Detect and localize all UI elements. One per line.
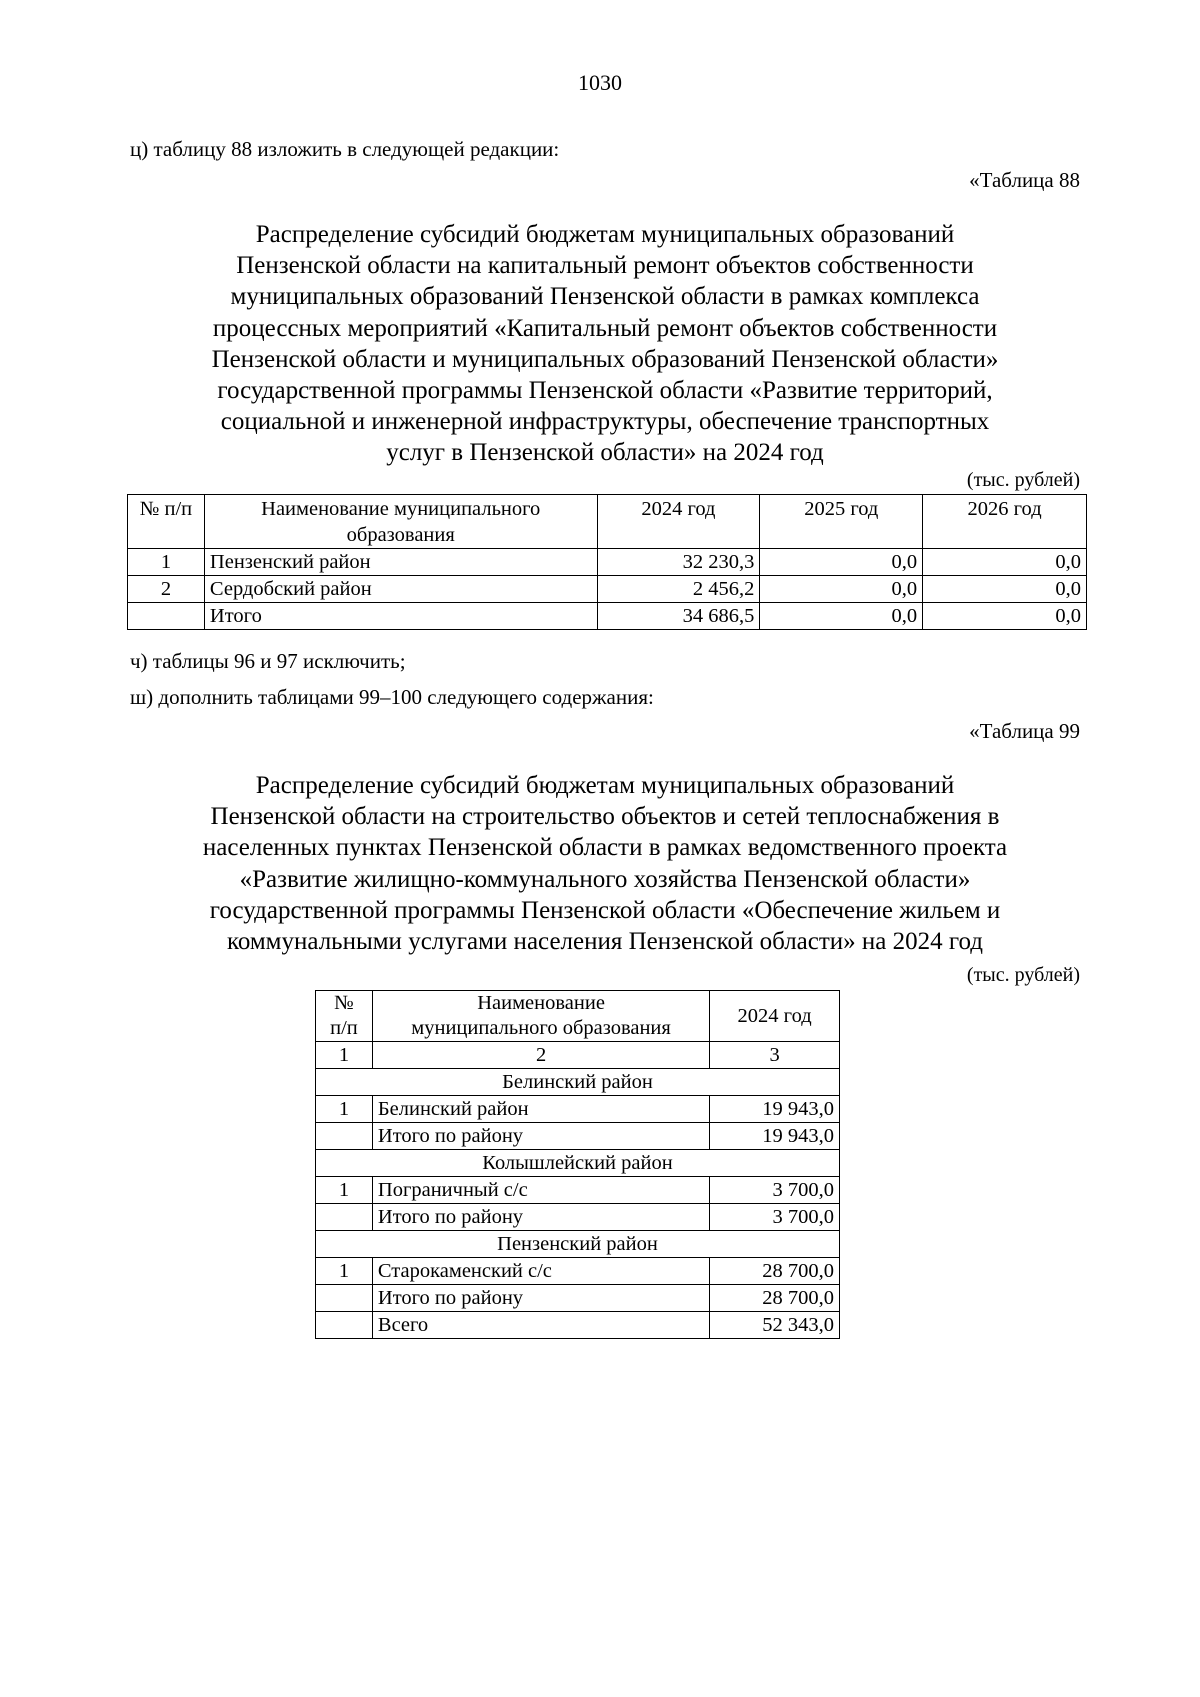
row-name: Всего <box>372 1312 709 1339</box>
col-number: 2 <box>372 1042 709 1069</box>
row-value: 3 700,0 <box>710 1177 840 1204</box>
row-name: Пензенский район <box>204 549 597 576</box>
table-header-row <box>316 991 840 1042</box>
header-name <box>204 495 597 549</box>
row-num <box>316 1123 373 1150</box>
heading-line: Распределение субсидий бюджетам муниципальных образований <box>255 221 955 248</box>
row-2024: 32 230,3 <box>597 549 760 576</box>
table-99-label: «Таблица 99 <box>969 719 1080 743</box>
row-num: 1 <box>128 549 205 576</box>
row-num: 1 <box>316 1096 373 1123</box>
header-num-line1: № <box>334 992 354 1014</box>
table-row <box>316 1096 840 1123</box>
header-2025: 2025 год <box>760 495 923 549</box>
row-name: Итого по району <box>372 1123 709 1150</box>
table-88 <box>127 494 1087 630</box>
row-value: 28 700,0 <box>710 1258 840 1285</box>
row-name: Итого <box>204 603 597 630</box>
row-name: Итого по району <box>372 1204 709 1231</box>
row-num <box>128 603 205 630</box>
col-number: 1 <box>316 1042 373 1069</box>
row-2025: 0,0 <box>760 603 923 630</box>
page-number: 1030 <box>578 70 622 95</box>
row-2025: 0,0 <box>760 549 923 576</box>
row-num <box>316 1285 373 1312</box>
table-row <box>316 1258 840 1285</box>
table-99-heading <box>130 770 1080 957</box>
table-row <box>128 549 1087 576</box>
table-88-label: «Таблица 88 <box>969 168 1080 192</box>
column-number-row <box>316 1042 840 1069</box>
district-name: Белинский район <box>316 1069 840 1096</box>
row-value: 3 700,0 <box>710 1204 840 1231</box>
subtotal-row <box>316 1123 840 1150</box>
row-name: Сердобский район <box>204 576 597 603</box>
header-name-line1: Наименование муниципального <box>261 498 541 520</box>
row-name: Итого по району <box>372 1285 709 1312</box>
row-value: 28 700,0 <box>710 1285 840 1312</box>
header-2024: 2024 год <box>710 991 840 1042</box>
table-row <box>128 576 1087 603</box>
district-row <box>316 1069 840 1096</box>
row-value: 19 943,0 <box>710 1123 840 1150</box>
table-99-units: (тыс. рублей) <box>966 964 1080 986</box>
row-2026: 0,0 <box>923 603 1087 630</box>
row-num <box>316 1204 373 1231</box>
heading-line: услуг в Пензенской области» на 2024 год <box>386 439 824 467</box>
row-2024: 34 686,5 <box>597 603 760 630</box>
table-row <box>316 1177 840 1204</box>
row-num: 1 <box>316 1177 373 1204</box>
heading-line: коммунальными услугами населения Пензенской области» на 2024 год <box>226 928 984 956</box>
heading-line: населенных пунктах Пензенской области в рамках ведомственного проекта <box>202 834 1008 862</box>
amendment-c-text: ц) таблицу 88 изложить в следующей редакции: <box>130 137 560 161</box>
district-name: Пензенский район <box>316 1231 840 1258</box>
row-name: Белинский район <box>372 1096 709 1123</box>
header-2026: 2026 год <box>923 495 1087 549</box>
header-name-line1: Наименование <box>477 992 605 1014</box>
heading-line: Пензенской области и муниципальных образований Пензенской области» <box>211 345 999 373</box>
heading-line: процессных мероприятий «Капитальный ремонт объектов собственности <box>212 314 998 342</box>
header-name-line2: образования <box>346 524 455 546</box>
row-value: 19 943,0 <box>710 1096 840 1123</box>
col-number: 3 <box>710 1042 840 1069</box>
row-2026: 0,0 <box>923 549 1087 576</box>
heading-line: Распределение субсидий бюджетам муниципальных образований <box>255 772 955 799</box>
district-row <box>316 1150 840 1177</box>
heading-line: государственной программы Пензенской области «Развитие территорий, <box>217 377 993 405</box>
row-num <box>316 1312 373 1339</box>
row-name: Старокаменский с/с <box>372 1258 709 1285</box>
row-num: 2 <box>128 576 205 603</box>
heading-line: Пензенской области на строительство объектов и сетей теплоснабжения в <box>210 803 1000 831</box>
header-num <box>316 991 373 1042</box>
row-value: 52 343,0 <box>710 1312 840 1339</box>
header-num: № п/п <box>128 495 205 549</box>
heading-line: государственной программы Пензенской области «Обеспечение жильем и <box>209 896 1001 924</box>
row-2024: 2 456,2 <box>597 576 760 603</box>
grand-total-row <box>316 1312 840 1339</box>
heading-line: Пензенской области на капитальный ремонт объектов собственности <box>236 252 974 280</box>
table-header-row <box>128 495 1087 549</box>
district-name: Колышлейский район <box>316 1150 840 1177</box>
heading-line: социальной и инженерной инфраструктуры, обеспечение транспортных <box>220 408 990 436</box>
header-name-line2: муниципального образования <box>411 1017 671 1039</box>
row-name: Пограничный с/с <box>372 1177 709 1204</box>
subtotal-row <box>316 1204 840 1231</box>
district-row <box>316 1231 840 1258</box>
header-num-line2: п/п <box>330 1017 358 1039</box>
amendment-sh-text: ш) дополнить таблицами 99–100 следующего содержания: <box>130 685 654 709</box>
heading-line: муниципальных образований Пензенской области в рамках комплекса <box>230 283 980 311</box>
table-total-row <box>128 603 1087 630</box>
table-88-heading <box>130 219 1080 469</box>
amendment-ch-text: ч) таблицы 96 и 97 исключить; <box>130 649 406 673</box>
subtotal-row <box>316 1285 840 1312</box>
row-2026: 0,0 <box>923 576 1087 603</box>
header-name <box>372 991 709 1042</box>
row-2025: 0,0 <box>760 576 923 603</box>
table-99 <box>315 990 840 1339</box>
heading-line: «Развитие жилищно-коммунального хозяйства Пензенской области» <box>239 865 971 893</box>
table-88-units: (тыс. рублей) <box>966 469 1080 491</box>
header-2024: 2024 год <box>597 495 760 549</box>
row-num: 1 <box>316 1258 373 1285</box>
